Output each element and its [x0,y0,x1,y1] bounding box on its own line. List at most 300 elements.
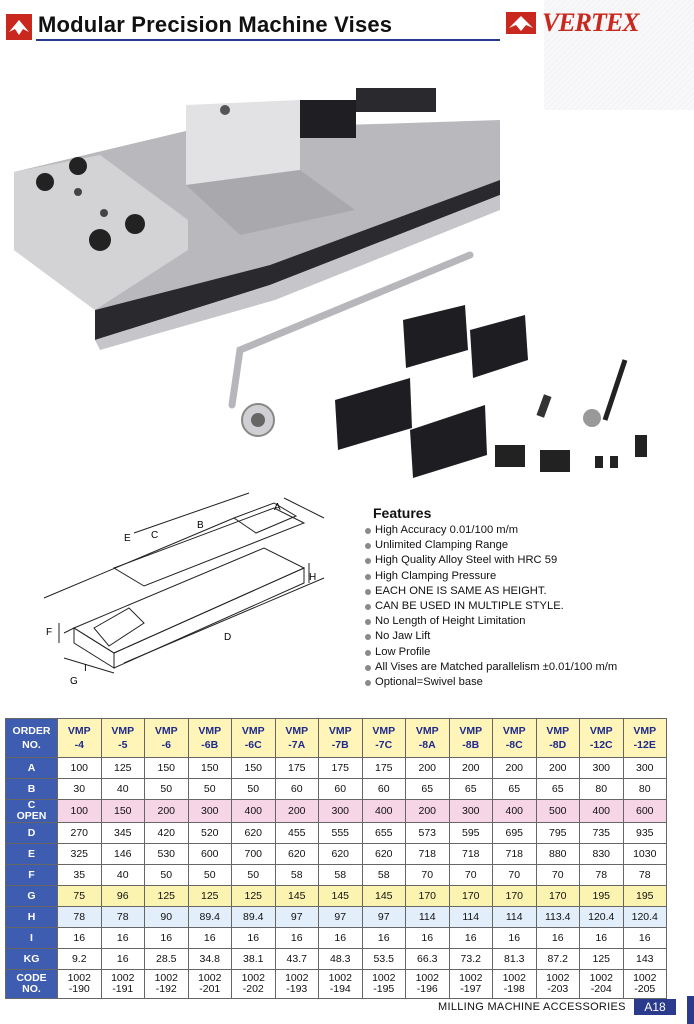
feature-item: CAN BE USED IN MULTIPLE STYLE. [365,599,685,614]
dim-label-a: A [274,502,281,513]
table-cell: 175 [362,758,406,779]
model-header-line: -5 [118,739,128,751]
title-underline [36,39,500,41]
table-cell: 97 [275,907,319,928]
header-label-line: ORDER [12,725,51,737]
table-cell: 65 [493,779,537,800]
table-cell: 16 [58,928,102,949]
order-no-header [6,719,58,758]
table-cell: 620 [275,844,319,865]
row-label [6,800,58,823]
model-header [493,719,537,758]
table-cell: 620 [362,844,406,865]
table-cell: 175 [275,758,319,779]
model-header [449,719,493,758]
table-cell: 78 [101,907,145,928]
table-cell: 89.4 [188,907,232,928]
model-header-line: -12E [633,739,656,751]
table-cell: 16 [188,928,232,949]
table-cell: 114 [406,907,450,928]
table-cell: 16 [275,928,319,949]
table-cell: 75 [58,886,102,907]
table-cell: 16 [232,928,276,949]
model-header-line: VMP [285,725,309,737]
feature-item: High Clamping Pressure [365,569,685,584]
table-cell: 170 [493,886,537,907]
model-header-line: -7C [375,739,393,751]
code-line: 1002 [198,972,222,984]
table-cell: 170 [406,886,450,907]
table-cell: 620 [319,844,363,865]
code-line: 1002 [111,972,135,984]
code-line: 1002 [589,972,613,984]
table-cell: 345 [101,823,145,844]
dim-label-i: I [84,663,87,674]
table-cell: 195 [623,886,667,907]
model-header-line: VMP [372,725,396,737]
code-line: -203 [547,983,569,995]
row-label-line: C [27,799,36,811]
row-label [6,865,58,886]
model-header-line: -6B [201,739,219,751]
table-cell: 50 [188,779,232,800]
code-line: -192 [155,983,177,995]
dim-label-g: G [70,676,78,687]
code-line: 1002 [154,972,178,984]
table-cell: 9.2 [58,949,102,970]
code-line: -195 [373,983,395,995]
row-label-line: G [27,889,36,902]
table-cell: 16 [580,928,624,949]
model-header-line: VMP [67,725,91,737]
product-photo-area [0,60,694,480]
row-label-line: F [28,868,35,881]
table-cell: 150 [101,800,145,823]
row-label [6,758,58,779]
model-header-line: -7B [331,739,349,751]
table-cell: 795 [536,823,580,844]
row-label-line: A [27,761,36,774]
table-cell: 73.2 [449,949,493,970]
model-header-line: VMP [154,725,178,737]
row-label-line: E [27,847,35,860]
table-cell: 60 [275,779,319,800]
page-number-badge: A18 [634,999,676,1015]
model-header [623,719,667,758]
table-cell: 400 [580,800,624,823]
table-cell: 50 [145,865,189,886]
table-cell: 16 [623,928,667,949]
table-row [6,907,667,928]
table-cell: 120.4 [623,907,667,928]
table-cell: 114 [493,907,537,928]
table-cell: 555 [319,823,363,844]
page-edge-bar [687,996,694,1024]
table-cell: 43.7 [275,949,319,970]
code-line: -205 [634,983,656,995]
table-cell: 500 [536,800,580,823]
table-cell: 28.5 [145,949,189,970]
table-cell: 16 [493,928,537,949]
code-line: -190 [68,983,90,995]
table-cell: 145 [362,886,406,907]
table-cell: 200 [145,800,189,823]
table-cell: 420 [145,823,189,844]
table-cell [319,970,363,999]
table-cell: 125 [145,886,189,907]
table-cell: 80 [623,779,667,800]
table-cell: 1030 [623,844,667,865]
page-title: Modular Precision Machine Vises [38,12,393,37]
feature-item: Low Profile [365,645,685,660]
table-cell: 113.4 [536,907,580,928]
table-cell: 50 [232,779,276,800]
table-cell: 735 [580,823,624,844]
table-cell: 70 [493,865,537,886]
table-cell: 65 [406,779,450,800]
model-header-line: VMP [546,725,570,737]
model-header-line: VMP [198,725,222,737]
table-cell [362,970,406,999]
table-cell: 170 [449,886,493,907]
table-cell: 935 [623,823,667,844]
table-cell: 195 [580,886,624,907]
table-row [6,949,667,970]
brand-eagle-icon [506,12,536,34]
model-header [58,719,102,758]
model-header [580,719,624,758]
table-cell: 146 [101,844,145,865]
table-cell: 65 [536,779,580,800]
feature-item: Optional=Swivel base [365,675,685,690]
table-cell: 16 [362,928,406,949]
table-cell: 718 [493,844,537,865]
features-list [365,523,685,690]
model-header [536,719,580,758]
row-label-line: KG [23,952,40,965]
model-header-line: -8B [462,739,480,751]
vise-photo [14,88,500,350]
table-cell: 70 [449,865,493,886]
row-label [6,970,58,999]
table-cell: 718 [406,844,450,865]
brand-name: VERTEX [542,8,639,37]
model-header-line: VMP [328,725,352,737]
table-cell: 300 [580,758,624,779]
table-cell: 595 [449,823,493,844]
row-label [6,844,58,865]
features-section [365,505,685,690]
table-cell [145,970,189,999]
dimension-diagram [34,488,364,688]
table-cell: 87.2 [536,949,580,970]
table-cell: 150 [145,758,189,779]
table-cell: 66.3 [406,949,450,970]
model-header-line: -4 [74,739,84,751]
row-label-line: D [27,826,36,839]
footer-section-title: MILLING MACHINE ACCESSORIES [438,1001,626,1013]
features-heading: Features [373,505,432,521]
code-line: 1002 [415,972,439,984]
table-cell: 100 [58,758,102,779]
table-cell: 200 [449,758,493,779]
table-cell [101,970,145,999]
model-header [145,719,189,758]
table-cell: 58 [362,865,406,886]
table-cell: 620 [232,823,276,844]
table-cell: 97 [362,907,406,928]
model-header [406,719,450,758]
table-cell [58,970,102,999]
table-cell [188,970,232,999]
table-cell: 60 [362,779,406,800]
dim-label-d: D [224,632,232,643]
table-cell [406,970,450,999]
model-header-line: -8A [418,739,436,751]
model-header-line: VMP [589,725,613,737]
table-cell: 125 [188,886,232,907]
model-header-line: VMP [502,725,526,737]
table-cell [493,970,537,999]
table-cell: 325 [58,844,102,865]
table-cell: 16 [449,928,493,949]
code-line: -204 [590,983,612,995]
table-cell: 120.4 [580,907,624,928]
table-row [6,823,667,844]
model-header-line: VMP [459,725,483,737]
page-header [0,0,694,48]
table-cell: 40 [101,865,145,886]
table-cell: 150 [188,758,232,779]
eagle-logo-icon [6,14,32,40]
table-cell: 200 [406,800,450,823]
table-cell: 200 [493,758,537,779]
table-cell: 400 [493,800,537,823]
table-row [6,844,667,865]
model-header-line: VMP [415,725,439,737]
feature-item: High Quality Alloy Steel with HRC 59 [365,553,685,568]
table-cell: 520 [188,823,232,844]
table-cell: 655 [362,823,406,844]
table-cell: 78 [58,907,102,928]
code-line: -197 [460,983,482,995]
table-cell: 70 [406,865,450,886]
model-header-line: -8C [505,739,523,751]
model-header-line: VMP [633,725,657,737]
model-header-line: -7A [288,739,306,751]
table-cell: 34.8 [188,949,232,970]
row-label-line: CODE [16,972,47,984]
row-label [6,928,58,949]
code-line: 1002 [546,972,570,984]
table-cell: 16 [406,928,450,949]
table-cell: 16 [319,928,363,949]
table-cell: 78 [623,865,667,886]
table-cell: 600 [188,844,232,865]
clamp-accessories-photo [335,305,647,478]
code-line: -191 [112,983,134,995]
table-row [6,779,667,800]
model-header-line: -6 [161,739,171,751]
table-cell: 80 [580,779,624,800]
table-cell [623,970,667,999]
feature-item: EACH ONE IS SAME AS HEIGHT. [365,584,685,599]
table-cell: 97 [319,907,363,928]
code-line: -201 [199,983,221,995]
table-cell: 200 [275,800,319,823]
model-header [101,719,145,758]
feature-item: Unlimited Clamping Range [365,538,685,553]
code-line: 1002 [633,972,657,984]
table-cell: 16 [101,928,145,949]
table-cell [536,970,580,999]
table-cell [449,970,493,999]
table-cell: 50 [232,865,276,886]
table-row [6,758,667,779]
model-header [362,719,406,758]
table-cell: 145 [319,886,363,907]
table-cell [275,970,319,999]
table-cell: 125 [101,758,145,779]
row-label-line: NO. [22,983,41,995]
table-cell: 700 [232,844,276,865]
model-header [188,719,232,758]
header-label-line: NO. [22,739,41,751]
table-row [6,928,667,949]
feature-item: High Accuracy 0.01/100 m/m [365,523,685,538]
table-cell: 70 [536,865,580,886]
row-label-line: OPEN [16,810,47,822]
row-label [6,907,58,928]
feature-item: No Jaw Lift [365,629,685,644]
model-header [319,719,363,758]
table-cell: 400 [362,800,406,823]
table-cell: 30 [58,779,102,800]
table-cell: 100 [58,800,102,823]
brand-logo [506,8,671,36]
code-line: 1002 [285,972,309,984]
table-cell: 50 [145,779,189,800]
table-cell: 16 [536,928,580,949]
code-line: 1002 [502,972,526,984]
table-cell: 90 [145,907,189,928]
table-cell: 300 [319,800,363,823]
code-line: -193 [286,983,308,995]
model-header-line: VMP [241,725,265,737]
table-cell: 718 [449,844,493,865]
code-line: -196 [416,983,438,995]
model-header-line: -8D [549,739,567,751]
table-cell: 200 [536,758,580,779]
code-line: 1002 [459,972,483,984]
spec-table [5,718,667,999]
table-row [6,800,667,823]
table-cell: 16 [145,928,189,949]
table-cell: 530 [145,844,189,865]
table-cell: 200 [406,758,450,779]
dim-label-f: F [46,627,53,638]
table-cell: 65 [449,779,493,800]
table-cell: 600 [623,800,667,823]
code-line: 1002 [67,972,91,984]
code-line: -198 [503,983,525,995]
dim-label-b: B [197,520,204,531]
table-row [6,970,667,999]
code-line: -202 [242,983,264,995]
table-cell: 48.3 [319,949,363,970]
model-header-line: -6C [244,739,262,751]
table-cell: 53.5 [362,949,406,970]
table-cell [580,970,624,999]
table-cell: 270 [58,823,102,844]
table-cell: 35 [58,865,102,886]
code-line: 1002 [372,972,396,984]
page-footer [438,996,688,1020]
table-cell: 16 [101,949,145,970]
feature-item: No Length of Height Limitation [365,614,685,629]
table-cell: 150 [232,758,276,779]
table-row [6,865,667,886]
feature-item: All Vises are Matched parallelism ±0.01/100 m/m [365,660,685,675]
model-header-line: -12C [589,739,613,751]
table-cell: 58 [319,865,363,886]
code-line: 1002 [328,972,352,984]
table-cell: 60 [319,779,363,800]
table-cell: 573 [406,823,450,844]
table-cell: 125 [232,886,276,907]
row-label [6,823,58,844]
table-cell: 96 [101,886,145,907]
table-cell: 114 [449,907,493,928]
table-cell: 300 [188,800,232,823]
table-cell: 125 [580,949,624,970]
row-label [6,949,58,970]
dim-label-c: C [151,530,159,541]
table-cell: 50 [188,865,232,886]
table-cell: 78 [580,865,624,886]
table-cell: 400 [232,800,276,823]
table-cell [232,970,276,999]
row-label-line: B [27,782,36,795]
dim-label-e: E [124,533,131,544]
model-header [275,719,319,758]
table-row [6,886,667,907]
table-cell: 455 [275,823,319,844]
row-label [6,886,58,907]
table-cell: 300 [623,758,667,779]
table-cell: 143 [623,949,667,970]
row-label-line: I [30,931,33,944]
code-line: -194 [329,983,351,995]
model-header-line: VMP [111,725,135,737]
table-cell: 170 [536,886,580,907]
table-cell: 38.1 [232,949,276,970]
table-cell: 89.4 [232,907,276,928]
table-cell: 145 [275,886,319,907]
row-label [6,779,58,800]
table-cell: 880 [536,844,580,865]
row-label-line: H [27,910,36,923]
model-header [232,719,276,758]
table-cell: 695 [493,823,537,844]
table-cell: 300 [449,800,493,823]
table-cell: 81.3 [493,949,537,970]
table-cell: 830 [580,844,624,865]
table-cell: 58 [275,865,319,886]
dim-label-h: H [309,572,317,583]
table-cell: 40 [101,779,145,800]
code-line: 1002 [241,972,265,984]
